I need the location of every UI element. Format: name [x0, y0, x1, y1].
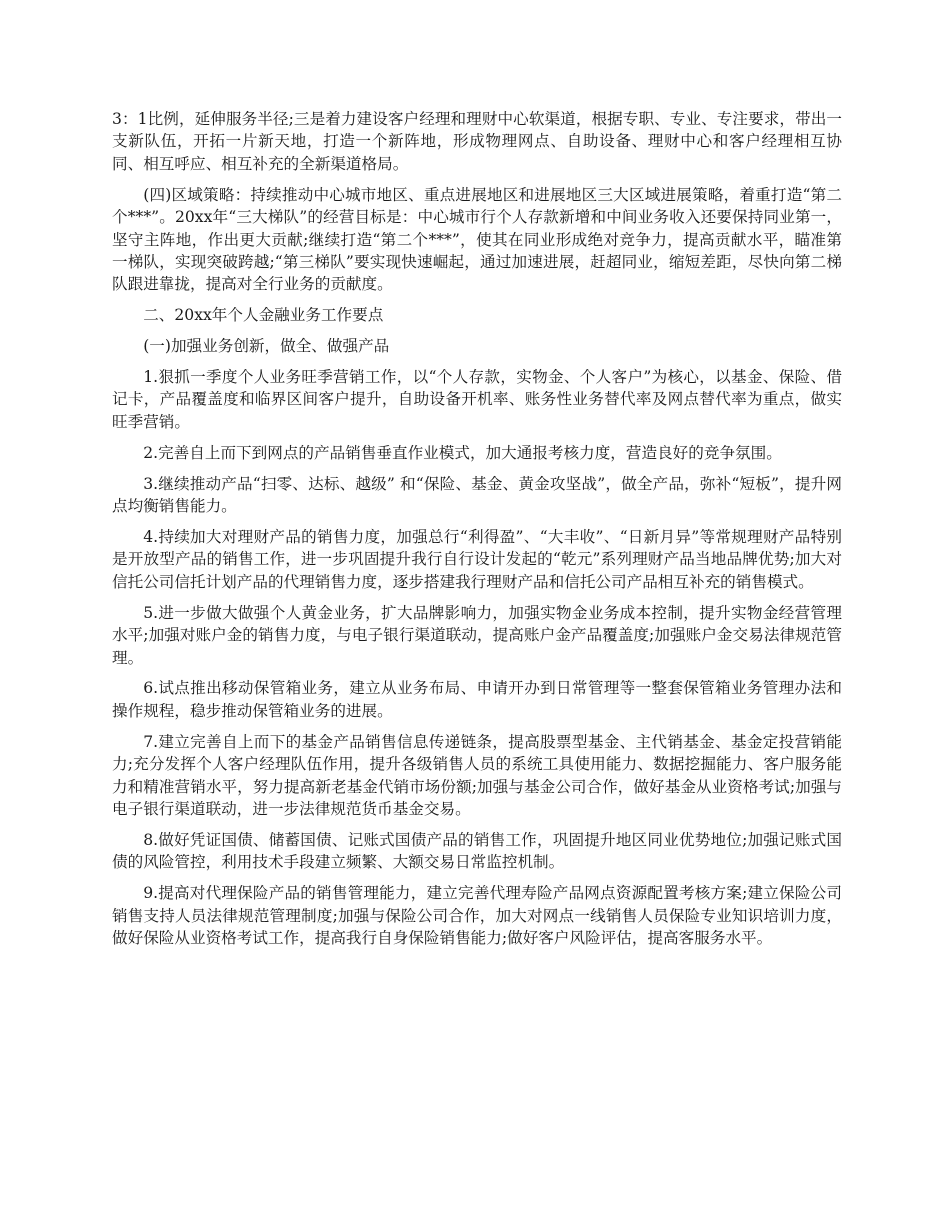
paragraph-regional-strategy: (四)区域策略：持续推动中心城市地区、重点进展地区和进展地区三大区域进展策略，着重打造“第二个***”。20xx年“三大梯队”的经营目标是：中心城市行个人存款新增和中间业务收入还要保持同业第一，坚守主阵地，作出更大贡献;继续打造“第二个***”，使其在同业形成绝对竞争力，提高贡献水平，瞄准第一梯队，实现突破跨越;“第三梯队”要实现快速崛起，通过加速进展，赶超同业，缩短差距，尽快向第二梯队跟进靠拢，提高对全行业务的贡献度。	[112, 185, 842, 294]
list-item-2: 2.完善自上而下到网点的产品销售垂直作业模式，加大通报考核力度，营造良好的竞争氛围。	[143, 443, 782, 462]
section-heading-work-points: 二、20xx年个人金融业务工作要点	[143, 306, 384, 325]
list-item-8: 8.做好凭证国债、储蓄国债、记账式国债产品的销售工作，巩固提升地区同业优势地位;加强记账式国债的风险管控，利用技术手段建立频繁、大额交易日常监控机制。	[112, 830, 842, 872]
list-item-1: 1.狠抓一季度个人业务旺季营销工作，以“个人存款，实物金、个人客户”为核心，以基金、保险、借记卡，产品覆盖度和临界区间客户提升，自助设备开机率、账务性业务替代率及网点替代率为重点，做实旺季营销。	[112, 368, 842, 431]
subsection-heading-innovation: (一)加强业务创新，做全、做强产品	[143, 337, 390, 356]
list-item-5: 5.进一步做大做强个人黄金业务，扩大品牌影响力，加强实物金业务成本控制，提升实物金经营管理水平;加强对账户金的销售力度，与电子银行渠道联动，提高账户金产品覆盖度;加强账户金交易法律规范管理。	[112, 603, 842, 667]
paragraph-channel-strategy-cont: 3：1比例，延伸服务半径;三是着力建设客户经理和理财中心软渠道，根据专职、专业、专注要求，带出一支新队伍，开拓一片新天地，打造一个新阵地，形成物理网点、自助设备、理财中心和客户经理相互协同、相互呼应、相互补充的全新渠道格局。	[112, 110, 842, 173]
list-item-4: 4.持续加大对理财产品的销售力度，加强总行“利得盈”、“大丰收”、“日新月异”等常规理财产品特别是开放型产品的销售工作，进一步巩固提升我行自行设计发起的“乾元”系列理财产品当地品牌优势;加大对信托公司信托计划产品的代理销售力度，逐步搭建我行理财产品和信托公司产品相互补充的销售模式。	[112, 528, 842, 591]
list-item-7: 7.建立完善自上而下的基金产品销售信息传递链条，提高股票型基金、主代销基金、基金定投营销能力;充分发挥个人客户经理队伍作用，提升各级销售人员的系统工具使用能力、数据挖掘能力、客户服务能力和精准营销水平，努力提高新老基金代销市场份额;加强与基金公司合作，做好基金从业资格考试;加强与电子银行渠道联动，进一步法律规范货币基金交易。	[112, 732, 842, 818]
list-item-9: 9.提高对代理保险产品的销售管理能力，建立完善代理寿险产品网点资源配置考核方案;建立保险公司销售支持人员法律规范管理制度;加强与保险公司合作，加大对网点一线销售人员保险专业知识培训力度，做好保险从业资格考试工作，提高我行自身保险销售能力;做好客户风险评估，提高客服务水平。	[112, 884, 842, 947]
document-page	[112, 108, 842, 958]
list-item-6: 6.试点推出移动保管箱业务，建立从业务布局、申请开办到日常管理等一整套保管箱业务管理办法和操作规程，稳步推动保管箱业务的进展。	[112, 679, 842, 720]
list-item-3: 3.继续推动产品“扫零、达标、越级” 和“保险、基金、黄金攻坚战”，做全产品，弥补“短板”，提升网点均衡销售能力。	[112, 474, 842, 516]
